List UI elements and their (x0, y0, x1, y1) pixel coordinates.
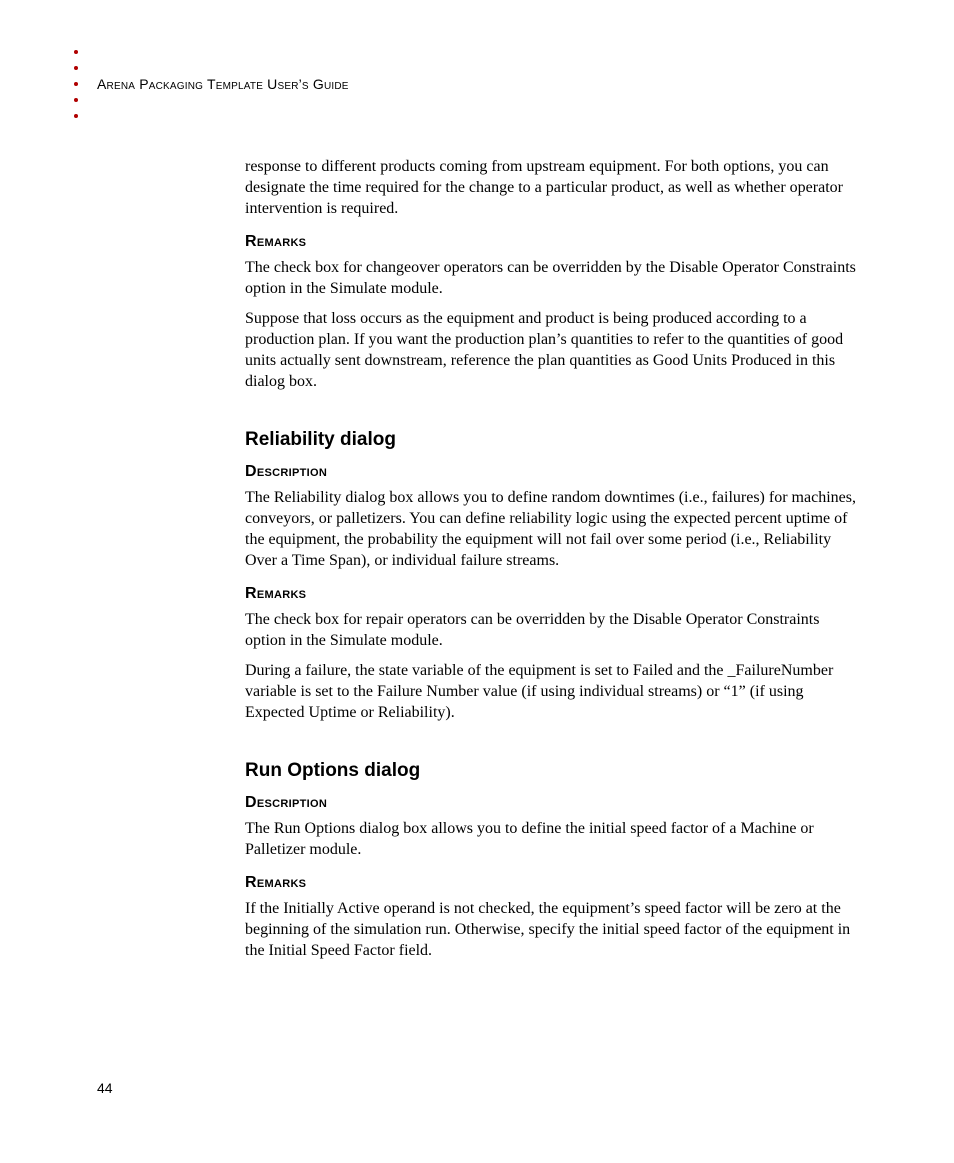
remarks-heading: Remarks (245, 874, 307, 891)
page-number: 44 (97, 1080, 113, 1096)
description-heading: Description (245, 794, 328, 811)
section-title-reliability: Reliability dialog (245, 429, 396, 450)
remarks-paragraph: During a failure, the state variable of the equipment is set to Failed and the _FailureNumber variable is set to the Failure Number value (if using individual streams) or “1” (if using Expected Uptime or Reliability). (245, 662, 834, 721)
section-title-run-options: Run Options dialog (245, 760, 421, 781)
bullet-icon (74, 114, 78, 118)
running-header: Arena Packaging Template User’s Guide (97, 76, 349, 92)
bullet-icon (74, 50, 78, 54)
remarks-paragraph: The check box for changeover operators can be overridden by the Disable Operator Constraints option in the Simulate module. (245, 259, 856, 297)
remarks-heading: Remarks (245, 233, 307, 250)
remarks-heading: Remarks (245, 585, 307, 602)
remarks-paragraph: The check box for repair operators can be overridden by the Disable Operator Constraints option in the Simulate module. (245, 611, 820, 649)
bullet-icon (74, 82, 78, 86)
page-body (245, 156, 857, 970)
remarks-paragraph: Suppose that loss occurs as the equipment and product is being produced according to a production plan. If you want the production plan’s quantities to refer to the quantities of good units actually sent downstream, reference the plan quantities as Good Units Produced in this dialog box. (245, 310, 844, 390)
bullet-icon (74, 98, 78, 102)
remarks-paragraph: If the Initially Active operand is not checked, the equipment’s speed factor will be zero at the beginning of the simulation run. Otherwise, specify the initial speed factor of the equipment in the Initial Speed Factor field. (245, 900, 851, 959)
description-paragraph: The Reliability dialog box allows you to define random downtimes (i.e., failures) for machines, conveyors, or palletizers. You can define reliability logic using the expected percent uptime of the equipment, the probability the equipment will not fail over some period (i.e., Reliability Over a Time Span), or individual failure streams. (245, 489, 856, 569)
description-paragraph: The Run Options dialog box allows you to define the initial speed factor of a Machine or Palletizer module. (245, 820, 814, 858)
bullet-icon (74, 66, 78, 70)
intro-paragraph: response to different products coming from upstream equipment. For both options, you can designate the time required for the change to a particular product, as well as whether operator intervention is required. (245, 158, 843, 217)
description-heading: Description (245, 463, 328, 480)
